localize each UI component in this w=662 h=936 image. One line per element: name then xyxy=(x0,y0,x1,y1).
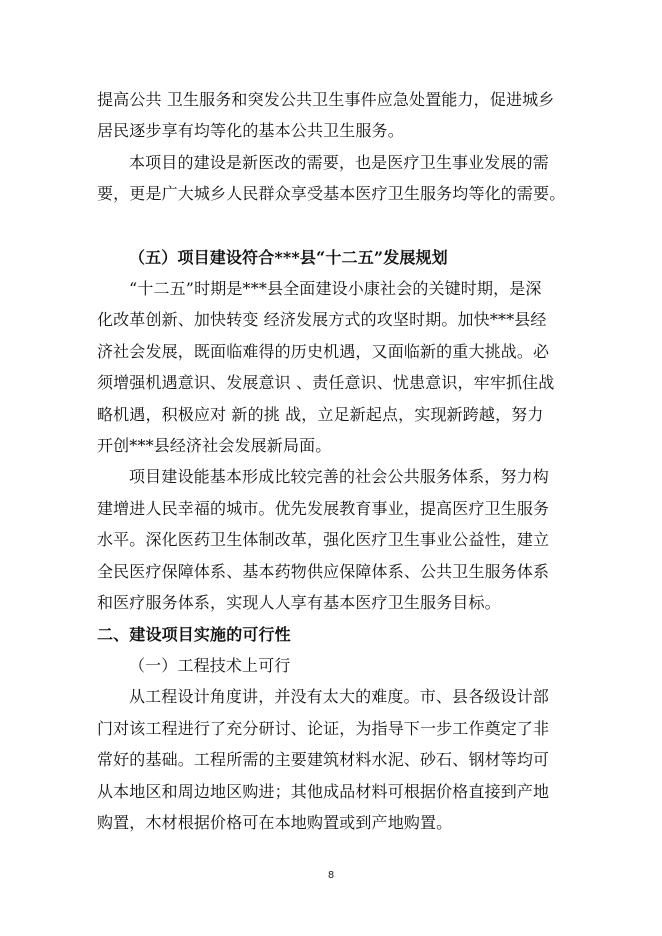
paragraph-line: 建增进人民幸福的城市。优先发展教育事业，提高医疗卫生服务 xyxy=(97,498,550,518)
page-content xyxy=(97,84,569,838)
page-number: 8 xyxy=(327,870,335,881)
paragraph-line: 略机遇，积极应对 新的挑 战，立足新起点，实现新跨越，努力 xyxy=(97,404,544,424)
paragraph-line: 济社会发展，既面临难得的历史机遇，又面临新的重大挑战。必 xyxy=(97,341,550,361)
paragraph-line: 项目建设能基本形成比较完善的社会公共服务体系，努力构 xyxy=(129,467,549,487)
paragraph-line: 提高公共 卫生服务和突发公共卫生事件应急处置能力，促进城乡 xyxy=(97,90,555,109)
section-heading-two: 二、建设项目实施的可行性 xyxy=(97,624,291,644)
paragraph-line: 本项目的建设是新医改的需要，也是医疗卫生事业发展的需 xyxy=(129,152,549,172)
paragraph-line: 须增强机遇意识、发展意识 、责任意识、忧患意识，牢牢抓住战 xyxy=(97,373,555,393)
paragraph-line: 从工程设计角度讲，并没有太大的难度。市、县各级设计部 xyxy=(129,687,549,707)
paragraph-line: 化改革创新、加快转变 经济发展方式的攻坚时期。加快***县经 xyxy=(97,310,547,330)
paragraph-line: 购置，木材根据价格可在本地购置或到产地购置。 xyxy=(97,812,453,832)
paragraph-line: 门对该工程进行了充分研讨、论证，为指导下一步工作奠定了非 xyxy=(97,718,550,738)
paragraph-line: 全民医疗保障体系、基本药物供应保障体系、公共卫生服务体系 xyxy=(97,561,550,581)
paragraph-line: 常好的基础。工程所需的主要建筑材料水泥、砂石、钢材等均可 xyxy=(97,750,550,770)
subsection-heading-one: （一）工程技术上可行 xyxy=(129,655,291,675)
paragraph-line: 开创***县经济社会发展新局面。 xyxy=(97,436,332,456)
paragraph-line: 水平。深化医药卫生体制改革，强化医疗卫生事业公益性，建立 xyxy=(97,530,550,550)
section-spacer xyxy=(97,210,569,242)
section-heading-five: （五）项目建设符合***县“十二五”发展规划 xyxy=(129,247,448,267)
paragraph-line: 从本地区和周边地区购进；其他成品材料可根据价格直接到产地 xyxy=(97,781,550,801)
paragraph-line: 居民逐步享有均等化的基本公共卫生服务。 xyxy=(97,121,404,141)
paragraph-line: 要，更是广大城乡人民群众享受基本医疗卫生服务均等化的需要。 xyxy=(97,184,566,204)
paragraph-line: “十二五”时期是***县全面建设小康社会的关键时期，是深 xyxy=(129,279,542,299)
paragraph-line: 和医疗服务体系，实现人人享有基本医疗卫生服务目标。 xyxy=(97,593,501,613)
